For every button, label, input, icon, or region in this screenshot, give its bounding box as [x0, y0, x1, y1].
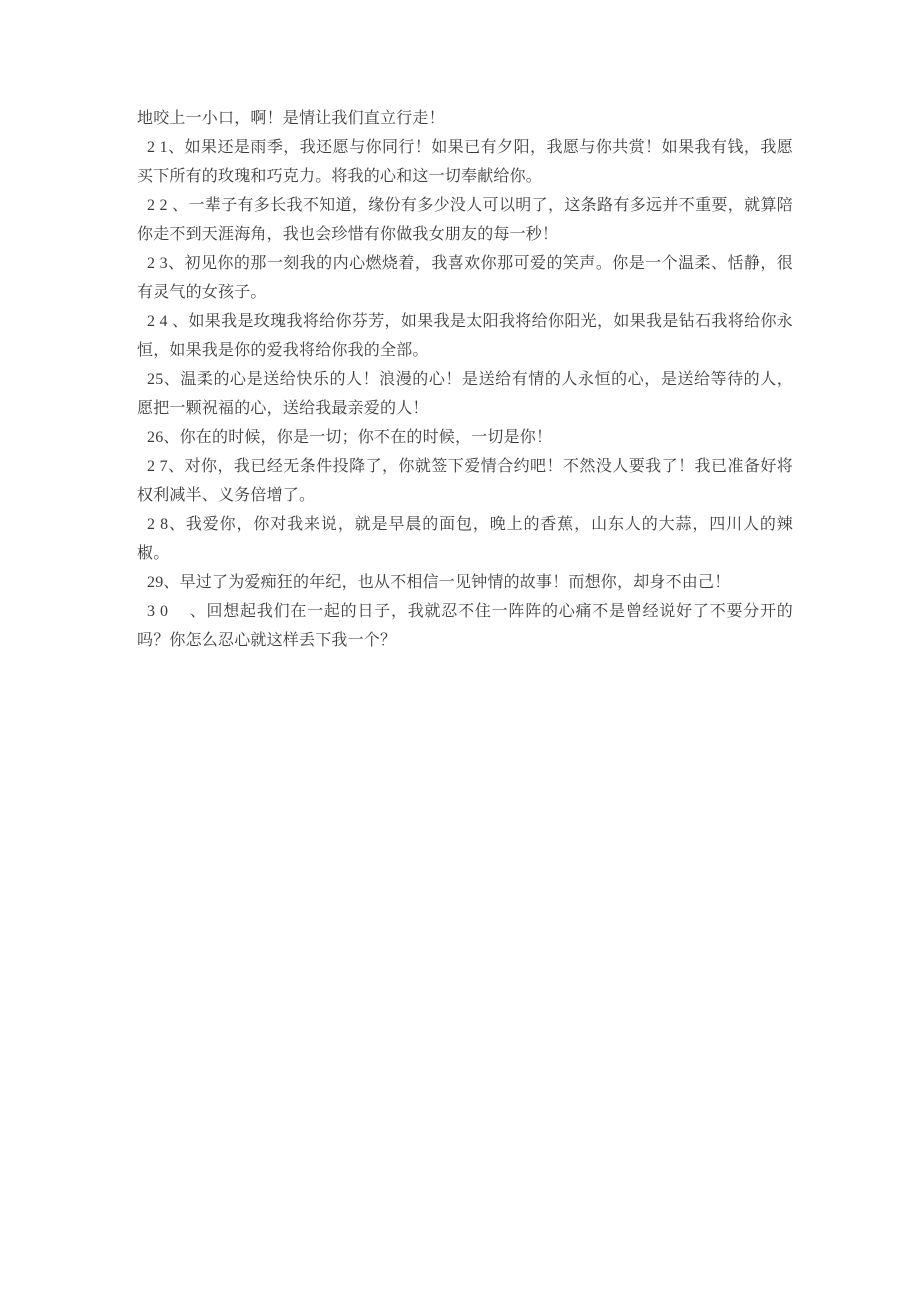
list-item-29: [137, 568, 793, 597]
quote-number: 2 2 、: [147, 197, 189, 214]
quote-text: 如果还是雨季，我还愿与你同行！如果已有夕阳，我愿与你共赏！如果我有钱，我愿买下所有的玫瑰和巧克力。将我的心和这一切奉献给你。: [137, 139, 793, 185]
quote-text: 对你，我已经无条件投降了，你就签下爱情合约吧！不然没人要我了！我已准备好将权利减半、义务倍增了。: [137, 458, 793, 504]
quote-text: 我爱你，你对我来说，就是早晨的面包，晚上的香蕉，山东人的大蒜，四川人的辣椒。: [137, 516, 793, 562]
quote-number: 29、: [147, 574, 180, 591]
document-body: [137, 104, 793, 655]
quote-number: 25、: [147, 371, 181, 388]
quote-number: 2 1、: [147, 139, 185, 156]
quote-number: 2 7、: [147, 458, 185, 475]
list-item-23: [137, 249, 793, 307]
list-item-28: [137, 510, 793, 568]
list-item-24: [137, 307, 793, 365]
intro-line: [137, 104, 793, 133]
list-item-22: [137, 191, 793, 249]
quote-text: 你在的时候，你是一切；你不在的时候，一切是你！: [179, 429, 553, 446]
list-item-30: [137, 597, 793, 655]
quote-text: 早过了为爱痴狂的年纪，也从不相信一见钟情的故事！而想你，却身不由己！: [179, 574, 731, 591]
list-item-25: [137, 365, 793, 423]
list-item-26: [137, 423, 793, 452]
quote-number: 3 0 、: [147, 603, 207, 620]
list-item-27: [137, 452, 793, 510]
quote-text: 温柔的心是送给快乐的人！浪漫的心！是送给有情的人永恒的心，是送给等待的人，愿把一颗祝福的心，送给我最亲爱的人！: [137, 371, 793, 417]
quote-text: 初见你的那一刻我的内心燃烧着，我喜欢你那可爱的笑声。你是一个温柔、恬静，很有灵气的女孩子。: [137, 255, 793, 301]
quote-number: 2 4 、: [147, 313, 189, 330]
quote-number: 2 3、: [147, 255, 185, 272]
quote-text: 如果我是玫瑰我将给你芬芳，如果我是太阳我将给你阳光，如果我是钻石我将给你永恒，如果我是你的爱我将给你我的全部。: [137, 313, 793, 359]
quote-text: 一辈子有多长我不知道，缘份有多少没人可以明了，这条路有多远并不重要，就算陪你走不到天涯海角，我也会珍惜有你做我女朋友的每一秒！: [137, 197, 793, 243]
quote-number: 2 8、: [147, 516, 186, 533]
quote-number: 26、: [147, 429, 180, 446]
quote-text: 回想起我们在一起的日子，我就忍不住一阵阵的心痛不是曾经说好了不要分开的吗？你怎么忍心就这样丢下我一个？: [137, 603, 793, 649]
list-item-21: [137, 133, 793, 191]
intro-text: 地咬上一小口，啊！是情让我们直立行走！: [137, 110, 445, 127]
